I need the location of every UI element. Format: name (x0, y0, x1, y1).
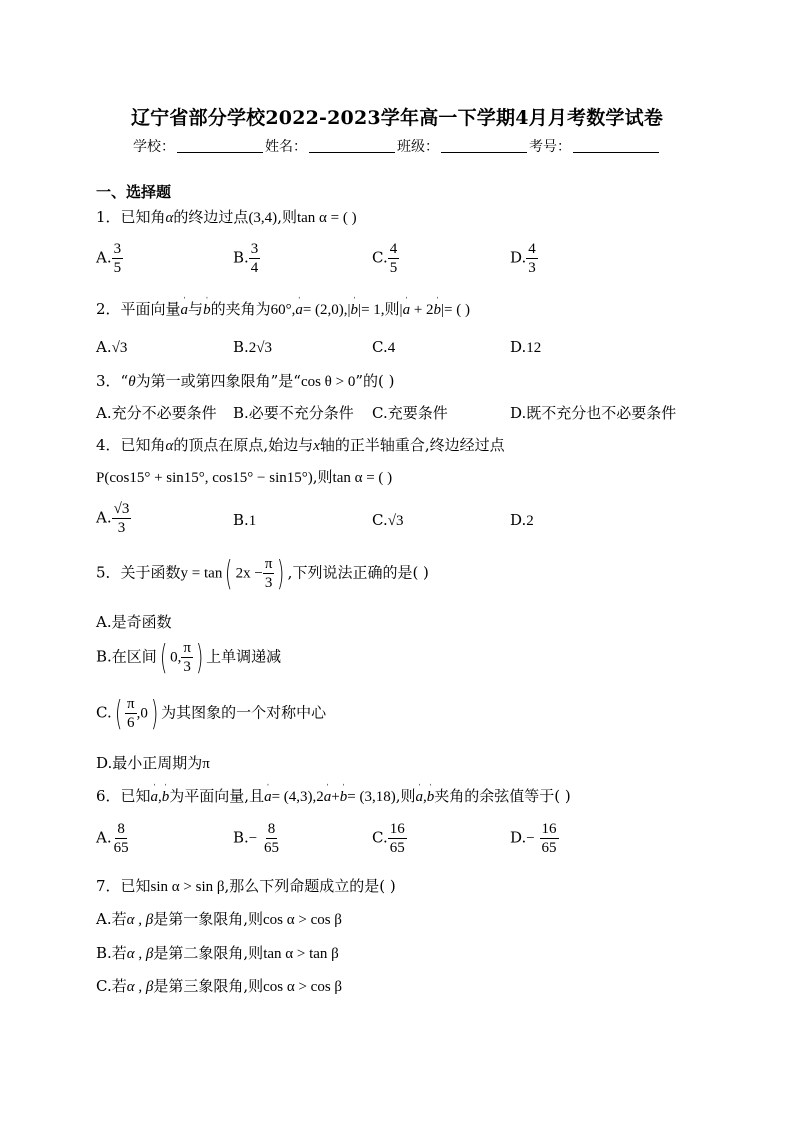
choice-label: A. (96, 404, 112, 422)
paren-left: ( (114, 693, 122, 734)
q2-choice-b (233, 338, 272, 357)
q4-choice-c (372, 511, 403, 530)
fraction (112, 240, 124, 277)
denominator: 6 (127, 715, 135, 731)
paren-right: ) (150, 693, 159, 734)
q6-choice-c (372, 820, 407, 857)
vector-b: ˈ b (434, 302, 442, 319)
q4-choice-a (96, 500, 131, 537)
choice-value: 1 (248, 513, 257, 529)
q6-choice-d (510, 820, 559, 857)
q6-text-b: 为平面向量,且 (169, 787, 265, 805)
choice-label: C. (372, 338, 388, 356)
q2-abs-sum: |ˈ a + 2ˈ b| (400, 302, 445, 318)
choice-expr: cos α > cos β (263, 979, 343, 995)
numerator: 3 (250, 241, 259, 257)
q2-choice-a (96, 338, 127, 357)
choice-text: 上单调递减 (206, 647, 282, 666)
numerator: 8 (117, 821, 125, 837)
q2-choice-d (510, 338, 541, 357)
q3-choice-d (510, 402, 676, 423)
numerator: π (183, 640, 191, 656)
q5-choice-a: A.是奇函数 (96, 613, 172, 631)
vector-b: ˈ b (351, 302, 359, 319)
q6-text-a: 6．已知 (96, 787, 151, 805)
choice-value: π (202, 756, 210, 772)
question-4 (96, 434, 505, 455)
denominator: 65 (389, 840, 405, 856)
fraction (263, 555, 275, 592)
fraction (181, 639, 193, 676)
student-info-line (0, 136, 794, 156)
q4-text-d: ,则 (312, 468, 333, 486)
q6-eq1: = (4,3), (271, 789, 317, 805)
numerator: 16 (389, 821, 405, 837)
q3-text-c: ”的( ) (355, 372, 395, 390)
q2-eq1: = (2,0), (302, 302, 348, 318)
choice-label: D. (510, 511, 527, 529)
vector-a: ˈ a (403, 302, 411, 319)
choice-value: √3 (387, 513, 404, 529)
choice-value: 充要条件 (387, 404, 448, 422)
q4-choice-d (510, 511, 534, 530)
numerator: 4 (528, 241, 536, 257)
q5-expr: y = tan (180, 565, 223, 582)
q3-choice-c (372, 402, 448, 423)
vector-a: ˈ a (324, 789, 332, 806)
paren-left: ( (159, 637, 168, 678)
numerator: 8 (267, 821, 276, 837)
choice-label: A. (96, 248, 112, 267)
question-7 (96, 875, 396, 896)
choice-text: A.若 (96, 910, 127, 928)
q7-choice-c (96, 975, 342, 996)
q2-text-a: 2．平面向量 (96, 300, 181, 318)
q6-choice-b (233, 820, 281, 857)
q4-choice-b (233, 511, 256, 530)
q5-inner: 2x − (235, 565, 263, 582)
q1-choice-d (510, 240, 538, 277)
q3-choice-a (96, 402, 217, 423)
fraction (388, 240, 400, 277)
q5-choice-b (96, 639, 281, 676)
class-blank (441, 138, 527, 153)
vector-a: ˈ a (295, 302, 303, 319)
q5-text-b: ,下列说法正确的是( ) (287, 563, 429, 582)
choice-vars: α , β (126, 979, 154, 995)
question-2 (96, 298, 470, 319)
denominator: 4 (250, 260, 259, 276)
choice-text: B.若 (96, 944, 127, 962)
q2-eq2: = 1, (361, 302, 385, 318)
q6-eq2a: 2 (316, 789, 324, 805)
paren-right: ) (277, 553, 285, 594)
denominator: 5 (389, 260, 398, 276)
choice-value: 充分不必要条件 (111, 404, 217, 422)
paren-left: ( (225, 553, 233, 594)
choice-label: B. (233, 511, 249, 529)
choice-vars: α , β (126, 912, 154, 928)
choice-text: C.若 (96, 977, 127, 995)
sign: − (526, 830, 535, 847)
q6-text-c: ,则 (395, 787, 416, 805)
q1-choice-c (372, 240, 399, 277)
q1-text-a: 1．已知角 (96, 208, 166, 226)
fraction (526, 240, 538, 277)
choice-value: 4 (387, 340, 396, 356)
choice-text: 是第一象限角,则 (153, 910, 263, 928)
choice-label: D. (510, 828, 527, 847)
q3-choice-b (233, 402, 354, 423)
vector-a: ˈ a (264, 789, 272, 806)
choice-label: C. (372, 404, 388, 422)
choice-value: 12 (526, 340, 542, 356)
numerator: 16 (541, 821, 557, 837)
q7-choice-a (96, 908, 342, 929)
fraction (112, 820, 131, 857)
choice-value: 2 (526, 513, 534, 529)
choice-label: A. (96, 828, 112, 847)
q3-var: θ (128, 374, 136, 390)
school-label: 学校： (133, 139, 175, 155)
point-y: ,0 (136, 705, 148, 722)
q6-choice-a (96, 820, 131, 857)
fraction (262, 820, 281, 857)
q2-sep: , (291, 302, 296, 318)
denominator: 65 (541, 840, 557, 856)
choice-label: C. (372, 828, 388, 847)
q1-choice-b (233, 240, 260, 277)
choice-text: D.最小正周期为 (96, 754, 203, 772)
q7-choice-b (96, 942, 339, 963)
denominator: 65 (264, 840, 280, 856)
choice-text: B.在区间 (96, 647, 157, 666)
vector-b: ˈ b (340, 789, 348, 806)
q3-text-a: 3．“ (96, 372, 129, 390)
q1-var: α (165, 210, 174, 226)
q4-point: P(cos15° + sin15°, cos15° − sin15°) (96, 470, 313, 486)
denominator: 3 (117, 520, 126, 536)
comma: , (158, 789, 162, 805)
question-3 (96, 370, 394, 391)
q1-choice-a (96, 240, 123, 277)
choice-label: A. (96, 508, 112, 527)
numerator: π (126, 696, 135, 712)
fraction (249, 240, 261, 277)
q3-text-b: 为第一或第四象限角”是“ (135, 372, 301, 390)
choice-label: C. (372, 248, 388, 267)
choice-text: 是第二象限角,则 (153, 944, 264, 962)
vector-a: ˈ a (415, 789, 423, 806)
q6-text-d: 夹角的余弦值等于( ) (434, 787, 571, 805)
denominator: 5 (113, 260, 122, 276)
q2-text-c: 的夹角为 (210, 300, 271, 318)
q2-text-d: 则 (384, 300, 400, 318)
choice-label: C. (372, 511, 388, 529)
q2-angle: 60° (270, 302, 292, 318)
numerator: π (264, 556, 273, 572)
choice-value: 2√3 (248, 340, 273, 356)
interval-start: 0, (170, 649, 182, 666)
q2-choice-c (372, 338, 395, 357)
vector-a: ˈ a (151, 789, 159, 806)
q1-expr: tan α = ( ) (296, 210, 357, 226)
q5-choice-c (96, 695, 326, 732)
q5-choice-d (96, 752, 210, 773)
q4-text-c: 轴的正半轴重合,终边经过点 (319, 436, 505, 454)
q4-text-a: 4．已知角 (96, 436, 166, 454)
name-blank (309, 138, 395, 153)
name-label: 姓名： (265, 139, 307, 155)
number-label: 考号： (529, 139, 571, 155)
choice-label: D. (510, 404, 527, 422)
class-label: 班级： (397, 139, 439, 155)
question-6 (96, 785, 571, 806)
numerator: 4 (389, 241, 398, 257)
q7-text-a: 7．已知 (96, 877, 151, 895)
choice-label: B. (233, 248, 249, 267)
choice-value: 必要不充分条件 (248, 404, 354, 422)
q2-text-b: 与 (188, 300, 204, 318)
q4-var: α (165, 438, 174, 454)
q1-point: (3,4) (248, 210, 278, 226)
fraction (388, 820, 407, 857)
q4-expr: tan α = ( ) (332, 470, 393, 486)
q4-text-b: 的顶点在原点,始边与 (173, 436, 314, 454)
q7-text-b: ,那么下列命题成立的是( ) (224, 877, 396, 895)
section-heading: 一、选择题 (96, 183, 172, 201)
fraction (112, 500, 132, 537)
question-5 (96, 555, 429, 592)
fraction (540, 820, 559, 857)
q7-expr: sin α > sin β (150, 879, 225, 895)
fraction (125, 695, 137, 732)
choice-text: 是第三象限角,则 (153, 977, 264, 995)
denominator: 65 (113, 840, 129, 856)
q3-expr: cos θ > 0 (300, 374, 356, 390)
comma: , (422, 789, 427, 805)
numerator: √3 (113, 501, 130, 517)
choice-expr: tan α > tan β (263, 946, 339, 962)
choice-expr: cos α > cos β (263, 912, 342, 928)
q5-text-a: 5．关于函数 (96, 563, 181, 582)
q2-abs-b: |ˈ b| (348, 302, 362, 318)
vector-b: ˈ b (162, 789, 170, 806)
question-1 (96, 206, 357, 227)
choice-label: A. (96, 338, 112, 356)
denominator: 3 (264, 575, 273, 591)
vector-b: ˈ b (203, 302, 211, 319)
choice-label: B. (233, 404, 249, 422)
q4-x: x (313, 438, 320, 454)
choice-label: B. (233, 828, 249, 847)
q6-eq2b: + (331, 789, 340, 805)
sign: − (248, 830, 258, 847)
vector-a: ˈ a (181, 302, 189, 319)
denominator: 3 (183, 659, 191, 675)
numerator: 3 (113, 241, 122, 257)
choice-label: B. (233, 338, 249, 356)
q1-text-c: ,则 (277, 208, 297, 226)
denominator: 3 (528, 260, 536, 276)
vector-b: ˈ b (427, 789, 435, 806)
school-blank (177, 138, 263, 153)
choice-vars: α , β (126, 946, 154, 962)
choice-value: √3 (111, 340, 128, 356)
choice-text: C. (96, 703, 112, 722)
choice-label: D. (510, 248, 527, 267)
page-title: 辽宁省部分学校2022-2023学年高一下学期4月月考数学试卷 (130, 107, 664, 129)
q1-text-b: 的终边过点 (173, 208, 249, 226)
choice-label: D. (510, 338, 527, 356)
q6-eq2c: = (3,18) (347, 789, 396, 805)
question-4-line-2 (96, 466, 392, 487)
choice-value: 既不充分也不必要条件 (526, 404, 677, 422)
choice-text: 为其图象的一个对称中心 (161, 703, 327, 722)
number-blank (573, 138, 659, 153)
paren-right: ) (195, 637, 204, 678)
q2-eq3: = ( ) (444, 302, 470, 318)
